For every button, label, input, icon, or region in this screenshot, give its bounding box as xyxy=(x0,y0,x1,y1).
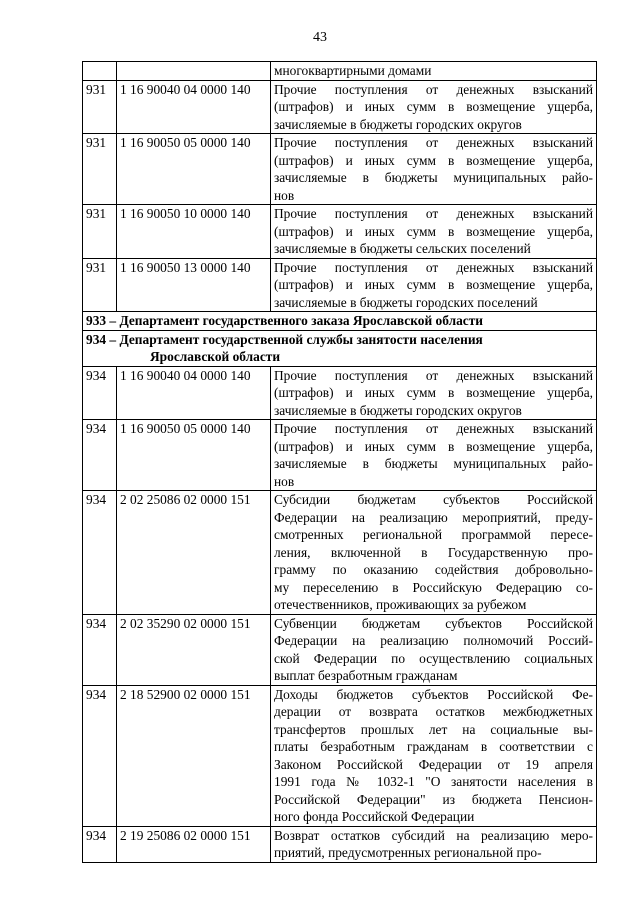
department-header-row xyxy=(83,330,597,366)
revenue-name-line: ской Федерации по осуществлению социальных xyxy=(274,650,593,666)
revenue-name-line: Субвенции бюджетам субъектов Российской xyxy=(274,615,593,631)
admin-code-cell: 934 xyxy=(83,826,117,862)
revenue-name-line: Прочие поступления от денежных взысканий xyxy=(274,367,593,383)
revenue-name-line: Федерации на реализацию мероприятий, преду- xyxy=(274,509,593,525)
admin-code-cell: 934 xyxy=(83,420,117,491)
revenue-name-line: (штрафов) и иных сумм в возмещение ущерба, xyxy=(274,438,593,454)
table-row xyxy=(83,205,597,259)
admin-code-cell: 931 xyxy=(83,80,117,134)
revenue-name-line: Российской Федерации" из бюджета Пенсион- xyxy=(274,791,593,807)
revenue-name-cell xyxy=(271,62,597,81)
budget-classification-code-cell: 1 16 90050 05 0000 140 xyxy=(117,420,271,491)
budget-classification-code-cell: 1 16 90040 04 0000 140 xyxy=(117,366,271,420)
table-row xyxy=(83,258,597,312)
revenue-name-line: грамму по оказанию содействия добровольно- xyxy=(274,562,593,577)
budget-classification-code-cell: 1 16 90050 10 0000 140 xyxy=(117,205,271,259)
revenue-name-line: ного фонда Российской Федерации xyxy=(274,809,475,824)
revenue-name-line: нов xyxy=(274,473,295,489)
admin-code-cell: 931 xyxy=(83,134,117,205)
budget-classification-code-cell: 1 16 90050 05 0000 140 xyxy=(117,134,271,205)
revenue-name-line: зачисляемые в бюджеты городских поселений xyxy=(274,294,538,310)
table-row xyxy=(83,420,597,491)
budget-classification-code-cell: 2 18 52900 02 0000 151 xyxy=(117,685,271,826)
revenue-name-line: Доходы бюджетов субъектов Российской Фе- xyxy=(274,686,593,702)
budget-classification-code-cell: 1 16 90040 04 0000 140 xyxy=(117,80,271,134)
admin-code-cell: 934 xyxy=(83,366,117,420)
budget-classification-code-cell: 2 19 25086 02 0000 151 xyxy=(117,826,271,862)
budget-classification-code-cell xyxy=(117,62,271,81)
admin-code-cell xyxy=(83,62,117,81)
revenue-name-line: 1991 года № 1032-1 "О занятости населения в xyxy=(274,774,593,789)
revenue-name-cell xyxy=(271,614,597,685)
department-header-row xyxy=(83,312,597,331)
revenue-name-line: Прочие поступления от денежных взысканий xyxy=(274,421,593,436)
revenue-name-line: Прочие поступления от денежных взысканий xyxy=(274,135,593,150)
revenue-name-line: платы безработным гражданам в соответствии с xyxy=(274,739,593,754)
revenue-name-line: зачисляемые в бюджеты городских округов xyxy=(274,402,522,418)
revenue-name-line: дерации от возврата остатков межбюджетных xyxy=(274,704,593,719)
revenue-name-cell xyxy=(271,826,597,862)
revenue-name-line: (штрафов) и иных сумм в возмещение ущерба, xyxy=(274,152,593,168)
revenue-name-cell xyxy=(271,491,597,615)
revenue-name-line: му переселению в Российскую Федерацию со- xyxy=(274,579,593,595)
revenue-name-cell xyxy=(271,205,597,259)
admin-code-cell: 934 xyxy=(83,491,117,615)
revenue-codes-table xyxy=(82,61,597,863)
table-row xyxy=(83,366,597,420)
table-row xyxy=(83,80,597,134)
revenue-name-cell xyxy=(271,685,597,826)
revenue-name-line: (штрафов) и иных сумм в возмещение ущерба, xyxy=(274,223,593,239)
revenue-name-line: Федерации на реализацию полномочий Россий- xyxy=(274,633,593,648)
budget-classification-code-cell: 2 02 25086 02 0000 151 xyxy=(117,491,271,615)
department-title xyxy=(83,312,597,331)
revenue-name-line: Законом Российской Федерации от 19 апреля xyxy=(274,756,593,772)
revenue-name-line: Прочие поступления от денежных взысканий xyxy=(274,81,593,97)
revenue-name-line: отечественников, проживающих за рубежом xyxy=(274,597,527,612)
revenue-name-line: Прочие поступления от денежных взысканий xyxy=(274,259,593,275)
table-row xyxy=(83,491,597,615)
page-number: 43 xyxy=(313,30,327,45)
revenue-name-line: Возврат остатков субсидий на реализацию меро- xyxy=(274,827,593,843)
revenue-name-line: зачисляемые в бюджеты муниципальных райо- xyxy=(274,170,593,185)
revenue-name-line: смотренных региональной программой пересе- xyxy=(274,527,593,542)
revenue-name-line: зачисляемые в бюджеты городских округов xyxy=(274,116,522,132)
revenue-name-cell xyxy=(271,80,597,134)
department-title xyxy=(83,330,597,366)
revenue-name-cell xyxy=(271,258,597,312)
revenue-name-line: Субсидии бюджетам субъектов Российской xyxy=(274,492,593,507)
revenue-name-line: ления, включенной в Государственную про- xyxy=(274,544,593,560)
table-row xyxy=(83,685,597,826)
revenue-name-line: Прочие поступления от денежных взысканий xyxy=(274,206,593,221)
admin-code-cell: 931 xyxy=(83,258,117,312)
table-row xyxy=(83,614,597,685)
admin-code-cell: 931 xyxy=(83,205,117,259)
revenue-name-cell xyxy=(271,134,597,205)
revenue-name-line: многоквартирными домами xyxy=(274,63,432,78)
table-row xyxy=(83,134,597,205)
budget-classification-code-cell: 2 02 35290 02 0000 151 xyxy=(117,614,271,685)
table-row xyxy=(83,826,597,862)
revenue-name-cell xyxy=(271,366,597,420)
budget-classification-code-cell: 1 16 90050 13 0000 140 xyxy=(117,258,271,312)
revenue-name-cell xyxy=(271,420,597,491)
revenue-name-line: зачисляемые в бюджеты муниципальных райо- xyxy=(274,456,593,471)
revenue-name-line: (штрафов) и иных сумм в возмещение ущерба, xyxy=(274,277,593,292)
revenue-name-line: нов xyxy=(274,187,295,203)
revenue-name-line: трансфертов прошлых лет на социальные вы- xyxy=(274,721,593,737)
admin-code-cell: 934 xyxy=(83,614,117,685)
revenue-name-line: (штрафов) и иных сумм в возмещение ущерба, xyxy=(274,99,593,114)
revenue-name-line: зачисляемые в бюджеты сельских поселений xyxy=(274,241,531,256)
department-title-line: 934 – Департамент государственной службы занятости населения xyxy=(86,331,483,347)
revenue-name-line: выплат безработным гражданам xyxy=(274,668,458,683)
revenue-name-line: (штрафов) и иных сумм в возмещение ущерба, xyxy=(274,385,593,400)
admin-code-cell: 934 xyxy=(83,685,117,826)
department-title-line: 933 – Департамент государственного заказа Ярославской области xyxy=(86,313,484,328)
table-body xyxy=(83,62,597,863)
department-title-line: Ярославской области xyxy=(150,349,281,364)
revenue-name-line: приятий, предусмотренных региональной про- xyxy=(274,845,542,860)
table-row xyxy=(83,62,597,81)
